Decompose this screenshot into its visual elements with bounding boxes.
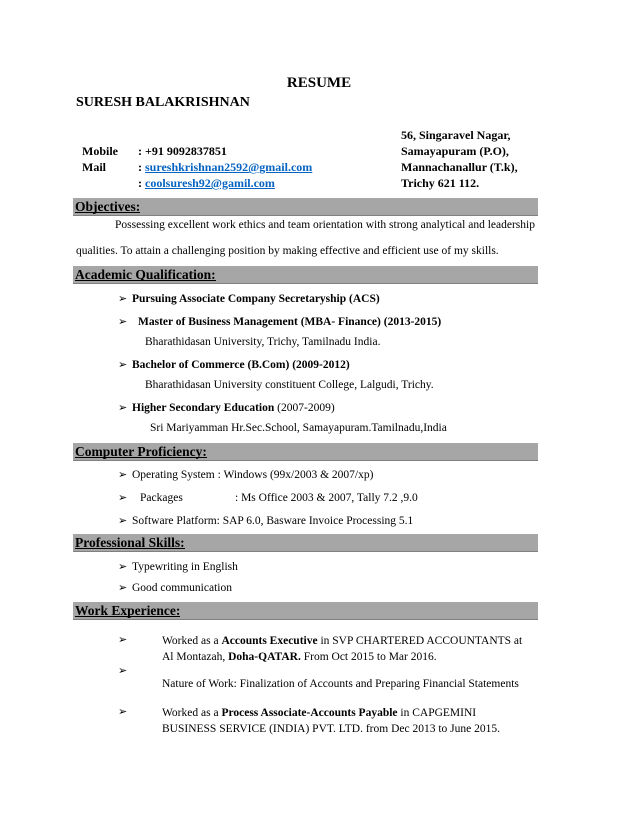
objectives-line-2: qualities. To attain a challenging position by making effective and efficient use of my skills. (76, 245, 499, 257)
section-header-computer: Computer Proficiency: (73, 443, 538, 461)
arrow-bullet-icon: ➢ (118, 582, 128, 594)
arrow-bullet-icon: ➢ (118, 634, 128, 646)
list-item (118, 514, 413, 527)
bcom-years: (2009-2012) (292, 359, 350, 371)
mba-years: (2013-2015) (383, 316, 442, 328)
packages-label: Packages (140, 492, 183, 504)
mail-prefix: : (138, 160, 145, 174)
email-link-secondary[interactable]: coolsuresh92@gamil.com (145, 176, 275, 190)
arrow-bullet-icon: ➢ (118, 469, 128, 481)
mail-row-2 (82, 175, 312, 191)
os-text: Operating System : Windows (99x/2003 & 2007/xp) (132, 469, 374, 481)
arrow-bullet-icon: ➢ (118, 316, 128, 328)
mba-title: Master of Business Management (MBA- Finance) (138, 316, 381, 328)
packages-value: : Ms Office 2003 & 2007, Tally 7.2 ,9.0 (235, 492, 418, 504)
candidate-name: SURESH BALAKRISHNAN (76, 95, 250, 110)
arrow-bullet-icon: ➢ (118, 706, 128, 718)
address-block (401, 127, 518, 191)
list-item (118, 401, 335, 414)
arrow-bullet-icon: ➢ (118, 402, 128, 414)
hse-institution: Sri Mariyamman Hr.Sec.School, Samayapuram.Tamilnadu,India (150, 422, 447, 434)
mobile-row (82, 143, 312, 159)
mobile-label: Mobile (82, 144, 118, 158)
arrow-bullet-icon: ➢ (118, 492, 128, 504)
section-header-academic: Academic Qualification: (73, 266, 538, 284)
list-item (118, 560, 238, 573)
resume-title: RESUME (286, 75, 352, 91)
hse-years: (2007-2009) (277, 402, 335, 414)
job-1: Worked as a Accounts Executive in SVP CHARTERED ACCOUNTANTS at Al Montazah, Doha-QATAR. From Oct 2015 to Mar 2016. (162, 635, 523, 663)
job-1-role: Accounts Executive (221, 635, 318, 647)
address-line: 56, Singaravel Nagar, (401, 128, 511, 142)
skill-text: Good communication (132, 582, 232, 594)
hse-title: Higher Secondary Education (132, 402, 275, 414)
list-item (118, 358, 350, 371)
bcom-institution: Bharathidasan University constituent College, Lalgudi, Trichy. (145, 379, 434, 391)
address-line: Samayapuram (P.O), (401, 144, 509, 158)
skill-text: Typewriting in English (132, 561, 238, 573)
nature-of-work: Nature of Work: Finalization of Accounts and Preparing Financial Statements (162, 678, 519, 690)
mail-label: Mail (82, 160, 106, 174)
list-item (118, 491, 418, 504)
mobile-value: : +91 9092837851 (138, 144, 227, 158)
list-item (118, 315, 441, 328)
contact-block (82, 143, 312, 191)
bcom-title: Bachelor of Commerce (B.Com) (132, 359, 290, 371)
mail-prefix-2: : (138, 176, 145, 190)
email-link-primary[interactable]: sureshkrishnan2592@gmail.com (145, 160, 313, 174)
arrow-bullet-icon: ➢ (118, 293, 128, 305)
job-2-role: Process Associate-Accounts Payable (221, 707, 398, 719)
address-line: Mannachanallur (T.k), (401, 160, 518, 174)
mba-institution: Bharathidasan University, Trichy, Tamilnadu India. (145, 336, 381, 348)
list-item (118, 292, 380, 305)
job-2: Worked as a Process Associate-Accounts Payable in CAPGEMINI BUSINESS SERVICE (INDIA) PVT. LTD. from Dec 2013 to June 2015. (162, 707, 500, 735)
arrow-bullet-icon: ➢ (118, 561, 128, 573)
software-text: Software Platform: SAP 6.0, Basware Invoice Processing 5.1 (132, 515, 414, 527)
list-item (118, 468, 373, 481)
address-line: Trichy 621 112. (401, 176, 480, 190)
acs-text: Pursuing Associate Company Secretaryship (ACS) (132, 293, 380, 305)
objectives-line-1: Possessing excellent work ethics and team orientation with strong analytical and leadership (115, 219, 535, 231)
section-header-objectives: Objectives: (73, 198, 538, 216)
mail-row (82, 159, 312, 175)
arrow-bullet-icon: ➢ (118, 359, 128, 371)
section-header-professional: Professional Skills: (73, 534, 538, 552)
list-item (118, 581, 232, 594)
job-1-location: Doha-QATAR. (228, 651, 301, 663)
arrow-bullet-icon: ➢ (118, 515, 128, 527)
section-header-work: Work Experience: (73, 602, 538, 620)
arrow-bullet-icon: ➢ (118, 665, 128, 677)
